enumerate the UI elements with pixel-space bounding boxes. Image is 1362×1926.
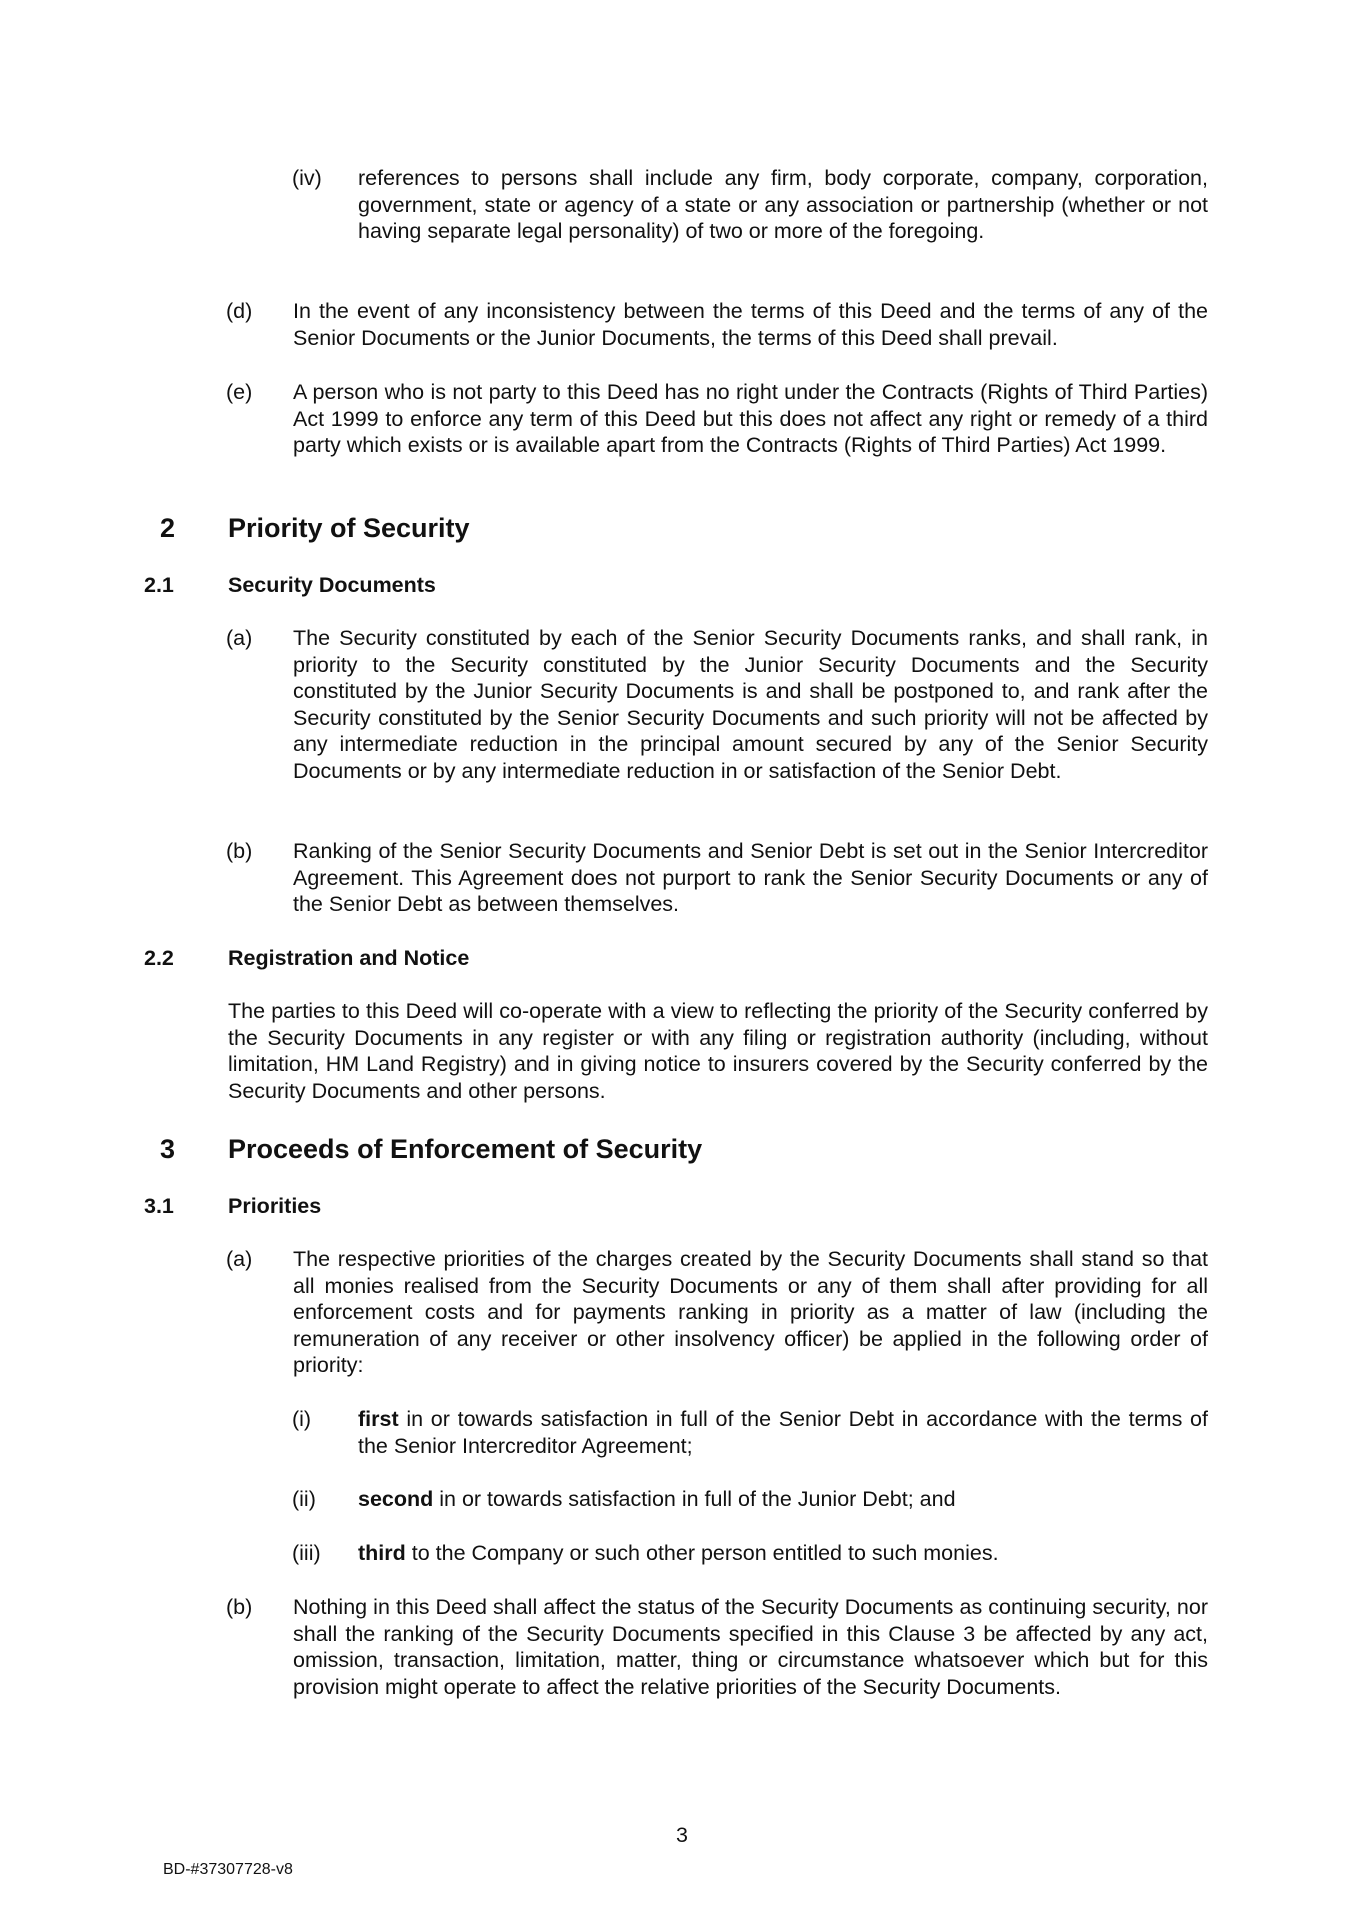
page-number: 3 — [676, 1823, 688, 1847]
item-text-3-1-a: The respective priorities of the charges created by the Security Documents shall stand so that all monies realised from the Security Documents or any of them shall after providing for all enforcement costs and for payments ranking in priority as a matter of law (including the remuneration of any receiver or other insolvency officer) be applied in the following order of priority: — [293, 1247, 1208, 1378]
clause-2-title: Priority of Security — [228, 513, 470, 543]
sub-label-ii: (ii) — [292, 1487, 316, 1511]
item-label-3-1-b: (b) — [226, 1595, 253, 1619]
item-text-d: In the event of any inconsistency between the terms of this Deed and the terms of any of the Senior Documents or the Junior Documents, the terms of this Deed shall prevail. — [293, 299, 1208, 350]
item-label-3-1-a: (a) — [226, 1247, 253, 1271]
section-2-2-number: 2.2 — [144, 946, 174, 970]
item-text-2-1-b: Ranking of the Senior Security Documents and Senior Debt is set out in the Senior Intercreditor Agreement. This Agreement does not purport to rank the Senior Security Documents or any of the Senior Debt as between themselves. — [293, 839, 1208, 917]
item-text-2-1-a: The Security constituted by each of the Senior Security Documents ranks, and shall rank, in priority to the Security constituted by the Junior Security Documents and the Security constituted by the Junior Security Documents is and shall be postponed to, and rank after the Security constituted by the Senior Security Documents and such priority will not be affected by any intermediate reduction in the principal amount secured by any of the Senior Security Documents or by any intermediate reduction in or satisfaction of the Senior Debt. — [293, 626, 1208, 783]
section-3-1-number: 3.1 — [144, 1194, 174, 1218]
clause-3-number: 3 — [160, 1134, 176, 1164]
item-label-e: (e) — [226, 380, 253, 404]
sub-label-iii: (iii) — [292, 1541, 321, 1565]
sub-keyword-third: third — [358, 1541, 406, 1565]
clause-2-number: 2 — [160, 513, 176, 543]
item-label-d: (d) — [226, 299, 253, 323]
sub-text-iii — [358, 1540, 1208, 1567]
item-text-e: A person who is not party to this Deed has no right under the Contracts (Rights of Third Parties) Act 1999 to enforce any term of this Deed but this does not affect any right or remedy of a third party which exists or is available apart from the Contracts (Rights of Third Parties) Act 1999. — [293, 380, 1208, 458]
item-label-2-1-b: (b) — [226, 839, 253, 863]
item-label-iv: (iv) — [292, 166, 322, 190]
sub-keyword-second: second — [358, 1487, 434, 1511]
section-3-1-title: Priorities — [228, 1194, 322, 1218]
sub-body-i: in or towards satisfaction in full of the Senior Debt in accordance with the terms of the Senior Intercreditor Agreement; — [358, 1407, 1208, 1458]
document-reference: BD-#37307728-v8 — [163, 1861, 293, 1878]
sub-label-i: (i) — [292, 1407, 312, 1431]
section-2-1-number: 2.1 — [144, 573, 174, 597]
section-2-1-title: Security Documents — [228, 573, 436, 597]
sub-text-i — [358, 1406, 1208, 1459]
section-2-2-text: The parties to this Deed will co-operate with a view to reflecting the priority of the Security conferred by the Security Documents in any register or with any filing or registration authority (including, without limitation, HM Land Registry) and in giving notice to insurers covered by the Security conferred by the Security Documents and other persons. — [228, 999, 1208, 1103]
sub-body-ii: in or towards satisfaction in full of the Junior Debt; and — [433, 1487, 956, 1511]
section-2-2-title: Registration and Notice — [228, 946, 470, 970]
sub-keyword-first: first — [358, 1407, 399, 1431]
clause-3-title: Proceeds of Enforcement of Security — [228, 1134, 703, 1164]
item-label-2-1-a: (a) — [226, 626, 253, 650]
sub-text-ii — [358, 1486, 1208, 1513]
sub-body-iii: to the Company or such other person entitled to such monies. — [405, 1541, 999, 1565]
item-text-iv: references to persons shall include any firm, body corporate, company, corporation, government, state or agency of a state or any association or partnership (whether or not having separate legal personality) of two or more of the foregoing. — [358, 166, 1208, 244]
item-text-3-1-b: Nothing in this Deed shall affect the status of the Security Documents as continuing security, nor shall the ranking of the Security Documents specified in this Clause 3 be affected by any act, omission, transaction, limitation, matter, thing or circumstance whatsoever which but for this provision might operate to affect the relative priorities of the Security Documents. — [293, 1595, 1208, 1699]
